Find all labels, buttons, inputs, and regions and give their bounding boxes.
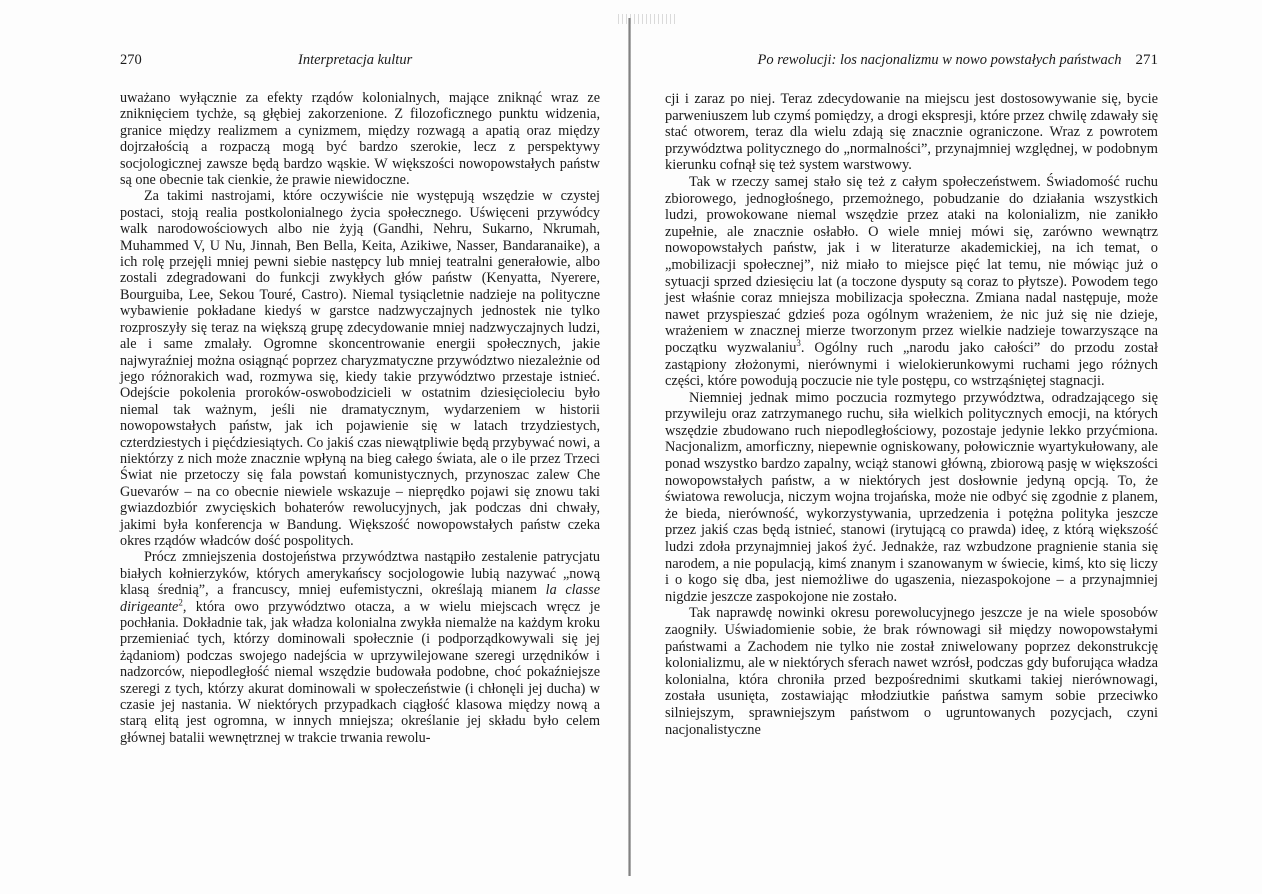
left-running-head (120, 52, 600, 74)
right-page-body (665, 91, 1158, 738)
paragraph: uważano wyłącznie za efekty rządów kolonialnych, mające zniknąć wraz ze zniknięciem tychże, są głębiej zakorzenione. Z filozoficznego punktu widzenia, granice między realizmem a cynizmem, między rozwagą a apatią oraz między dojrzałością a rozpaczą mogą być bardzo szerokie, lecz z perspektywy socjologicznej zawsze będą bardzo wąskie. W większości nowopowstałych państw są one obecnie tak cienkie, że prawie niewidoczne. (120, 90, 600, 189)
right-page (665, 52, 1158, 738)
paragraph (665, 174, 1158, 390)
footnote-ref: 3 (796, 338, 801, 349)
paragraph (120, 549, 600, 746)
paragraph-text: Tak w rzeczy samej stało się też z całym społeczeństwem. Świadomość ruchu zbiorowego, jednogłośnego, przemożnego, pobudzanie do działania wszystkich ludzi, prowokowane niemal wszędzie przez ataki na kolonializm, nie zanikło zupełnie, ale znacznie osłabło. O wiele mniej mówi się, zarówno wewnątrz nowopowstałych państw, jak i w literaturze akademickiej, na ich temat, o „mobilizacji społecznej”, niż miało to miejsce pięć lat temu, nie mówiąc już o sytuacji sprzed dziesięciu lat (a toczone dysputy są coraz to płytsze). Powodem tego jest właśnie coraz mniejsza mobilizacja społeczna. Zmiana nadal następuje, może nawet przyspieszać gdzieś poza ogólnym wrażeniem, że nic już się nie dzieje, wrażeniem w znacznej mierze tworzonym przez wielkie nadzieje towarzyszące na początku wyzwalaniu (665, 173, 1158, 356)
italic-term: la classe dirigeante (120, 582, 600, 615)
paragraph: Tak naprawdę nowinki okresu porewolucyjnego jeszcze je na wiele sposobów zaogniły. Uświadomienie sobie, że brak równowagi sił między nowopowstałymi państwami a Zachodem nie tylko nie został zniwelowany poprzez dekonstrukcję kolonializmu, ale w niektórych sferach nawet wzrósł, podczas gdy buforująca władza kolonialna, która chroniła przed bezpośrednimi skutkami takiej nierównowagi, została usunięta, zostawiając młodziutkie państwa samym sobie przeciwko silniejszym, sprawniejszym państwom o ugruntowanych pozycjach, czyni nacjonalistyczne (665, 605, 1158, 738)
left-running-title: Interpretacja kultur (298, 52, 413, 68)
book-gutter (628, 18, 631, 876)
right-page-number: 271 (1135, 52, 1158, 68)
paragraph-text: Prócz zmniejszenia dostojeństwa przywództwa nastąpiło zestalenie patrycjatu białych kołnierzyków, których amerykańscy socjologowie lubią nazywać „nową klasą średnią”, a francuscy, mniej eufemistyczni, określają mianem (120, 549, 600, 599)
footnote-ref: 2 (178, 596, 183, 607)
paragraph-text: , która owo przywództwo otacza, a w wielu miejscach wręcz je pochłania. Dokładnie tak, jak władza kolonialna zwykła niemalże na każdym kroku przemieniać tych, którzy dominowali społecznie (i podporządkowywali się jej żądaniom) podczas swojego nadejścia w uprzywilejowane szeregi urzędników i nadzorców, niepodległość niemal wszędzie budowała podobne, choć pokaźniejsze szeregi z tych, którzy akurat dominowali w społeczeństwie (i chłonęli jej ducha) w czasie jej nastania. W niektórych przypadkach ciągłość klasowa między nową a starą elitą jest ogromna, w innych mniejsza; określanie jej składu było celem głównej batalii wewnętrznej w trakcie trwania rewolu- (120, 598, 600, 746)
paragraph-text: . Ogólny ruch „narodu jako całości” do przodu został zastąpiony złożonymi, nierównymi i wielokierunkowymi ruchami jego różnych części, które powodują poczucie nie tyle postępu, co wstrząśniętej stagnacji. (665, 339, 1158, 390)
scan-artifact (618, 14, 678, 24)
left-page-number: 270 (120, 52, 142, 68)
paragraph: Niemniej jednak mimo poczucia rozmytego przywództwa, odradzającego się przywileju oraz zatrzymanego ruchu, siła wielkich politycznych emocji, na których wszędzie zbudowano ruch niepodległościowy, pozostaje jedynie lekko przyćmiona. Nacjonalizm, amorficzny, niepewnie ogniskowany, połowicznie wyartykułowany, ale ponad wszystko bardzo zapalny, wciąż stanowi główną, zbiorową pasję w większości nowopowstałych państw, a w niektórych jest dosłownie jedyną opcją. To, że światowa rewolucja, niczym wojna trojańska, może nie odbyć się zgodnie z planem, że bieda, nierówność, wykorzystywania, uprzedzenia i potężna polityka jeszcze przez jakiś czas będą istnieć, stanowi (irytującą co prawda) ideę, z którą większość ludzi zdoła przynajmniej jakoś żyć. Jednakże, raz wzbudzone pragnienie stania się narodem, a nie populacją, kimś znanym i szanowanym w świecie, kimś, kto się liczy i o kogo się dba, jest niemożliwe do ugaszenia, niezaspokojone – a przynajmniej nigdzie jeszcze zaspokojone nie zostało. (665, 389, 1158, 605)
right-running-head (665, 52, 1158, 74)
paragraph: cji i zaraz po niej. Teraz zdecydowanie na miejscu jest dostosowywanie się, bycie parweniuszem lub czymś pomiędzy, a drogi ekspresji, które przez chwilę zdawały się stać otworem, teraz dla wielu zdają się znacznie ograniczone. Wraz z powrotem przywództwa politycznego do „normalności”, przynajmniej względnej, w podobnym kierunku cofnął się też system warstwowy. (665, 91, 1158, 174)
left-page-body (120, 90, 600, 746)
right-running-title: Po rewolucji: los nacjonalizmu w nowo powstałych państwach (757, 52, 1122, 68)
left-page (120, 52, 600, 746)
paragraph: Za takimi nastrojami, które oczywiście nie występują wszędzie w czystej postaci, stoją realia postkolonialnego życia społecznego. Uświęceni przywódcy walk narodowościowych albo nie żyją (Gandhi, Nehru, Sukarno, Nkrumah, Muhammed V, U Nu, Jinnah, Ben Bella, Keita, Azikiwe, Nasser, Bandaranaike), a ich rolę przejęli mniej pewni siebie następcy lub mniej teatralni generałowie, albo zostali zdegradowani do funkcji zwykłych głów państw (Kenyatta, Nyerere, Bourguiba, Lee, Sekou Touré, Castro). Niemal tysiącletnie nadzieje na polityczne wybawienie pokładane kiedyś w garstce nadzwyczajnych jednostek nie tylko rozproszyły się teraz na większą grupę zdecydowanie mniej nadzwyczajnych ludzi, ale i same zmalały. Ogromne skoncentrowanie energii społecznych, jakie najwyraźniej można osiągnąć poprzez charyzmatyczne przywództwo niezależnie od jego różnorakich wad, rozmywa się, kiedy takie przywództwo przestaje istnieć. Odejście pokolenia proroków-oswobodzicieli w ostatnim dziesięcioleciu było niemal tak ważnym, jeśli nie dramatycznym, wydarzeniem w historii nowopowstałych państw, jak ich pojawienie się w latach trzydziestych, czterdziestych i pięćdziesiątych. Co jakiś czas niewątpliwie będą przybywać nowi, a niektórzy z nich może znacznie wpłyną na bieg całego świata, ale o ile przez Trzeci Świat nie przetoczy się fala powstań komunistycznych, przynoszac zalew Che Guevarów – na co obecnie niewiele wskazuje – nieprędko pojawi się znowu taki gwiazdozbiór zwycięskich bohaterów rewolucyjnych, jak podczas dni chwały, jakimi była konferencja w Bandung. Większość nowopowstałych państw czeka okres rządów władców dość pospolitych. (120, 188, 600, 549)
